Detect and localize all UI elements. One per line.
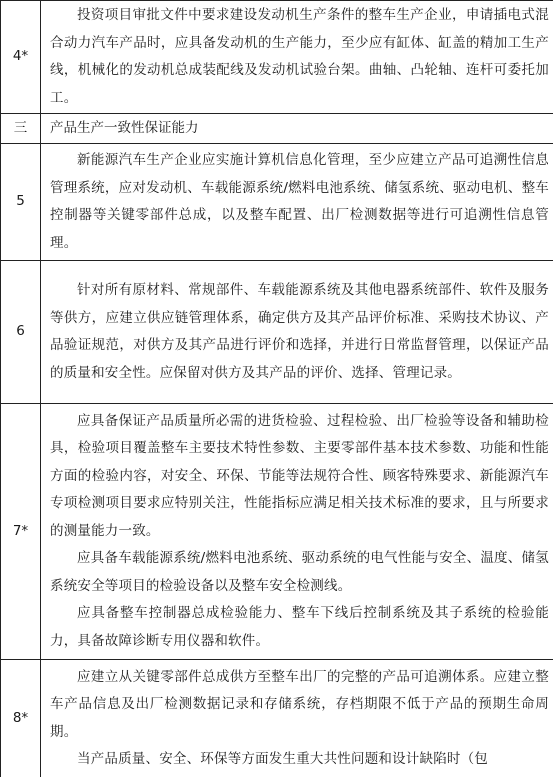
row-content <box>41 404 553 660</box>
paragraph: 投资项目审批文件中要求建设发动机生产条件的整车生产企业，申请插电式混合动力汽车产品时，应具备发动机的生产能力，至少应有缸体、缸盖的精加工生产线，机械化的发动机总成装配线及发动机试验台架。曲轴、凸轮轴、连杆可委托加工。 <box>50 7 549 106</box>
row-content <box>41 261 553 404</box>
row-number: 7* <box>1 404 41 660</box>
table-row <box>1 660 553 777</box>
section-title: 产品生产一致性保证能力 <box>41 114 553 144</box>
paragraph: 应具备保证产品质量所必需的进货检验、过程检验、出厂检验等设备和辅助检具，检验项目覆盖整车主要技术特性参数、主要零部件基本技术参数、功能和性能方面的检验内容，对安全、环保、节能等法规符合性、顾客特殊要求、新能源汽车专项检测项目要求应特别关注，性能指标应满足相关技术标准的要求，且与所要求的测量能力一致。 <box>50 412 549 539</box>
table-row <box>1 144 553 261</box>
row-content <box>41 1 553 114</box>
paragraph: 当产品质量、安全、环保等方面发生重大共性问题和设计缺陷时（包 <box>77 751 488 767</box>
row-number: 4* <box>1 1 41 114</box>
paragraph: 应具备整车控制器总成检验能力、整车下线后控制系统及其子系统的检验能力，具备故障诊断专用仪器和软件。 <box>50 605 549 649</box>
row-content <box>41 144 553 261</box>
row-number: 6 <box>1 261 41 404</box>
row-number: 三 <box>1 114 41 144</box>
table-row <box>1 404 553 660</box>
row-content <box>41 660 553 777</box>
row-number: 5 <box>1 144 41 261</box>
paragraph: 应建立从关键零部件总成供方至整车出厂的完整的产品可追溯体系。应建立整车产品信息及出厂检测数据记录和存储系统，存档期限不低于产品的预期生命周期。 <box>50 668 549 740</box>
paragraph: 针对所有原材料、常规部件、车载能源系统及其他电器系统部件、软件及服务等供方，应建立供应链管理体系，确定供方及其产品评价标准、采购技术协议、产品验证规范，对供方及其产品进行评价和选择，并进行日常监督管理，以保证产品的质量和安全性。应保留对供方及其产品的评价、选择、管理记录。 <box>50 282 549 381</box>
table-row <box>1 261 553 404</box>
table-row <box>1 114 553 144</box>
row-number: 8* <box>1 660 41 777</box>
table-row <box>1 1 553 114</box>
paragraph: 新能源汽车生产企业应实施计算机信息化管理，至少应建立产品可追溯性信息管理系统，应对发动机、车载能源系统/燃料电池系统、储氢系统、驱动电机、整车控制器等关键零部件总成，以及整车配置、出厂检测数据等进行可追溯性信息管理。 <box>50 152 549 251</box>
paragraph: 应具备车载能源系统/燃料电池系统、驱动系统的电气性能与安全、温度、储氢系统安全等项目的检验设备以及整车安全检测线。 <box>50 550 549 594</box>
